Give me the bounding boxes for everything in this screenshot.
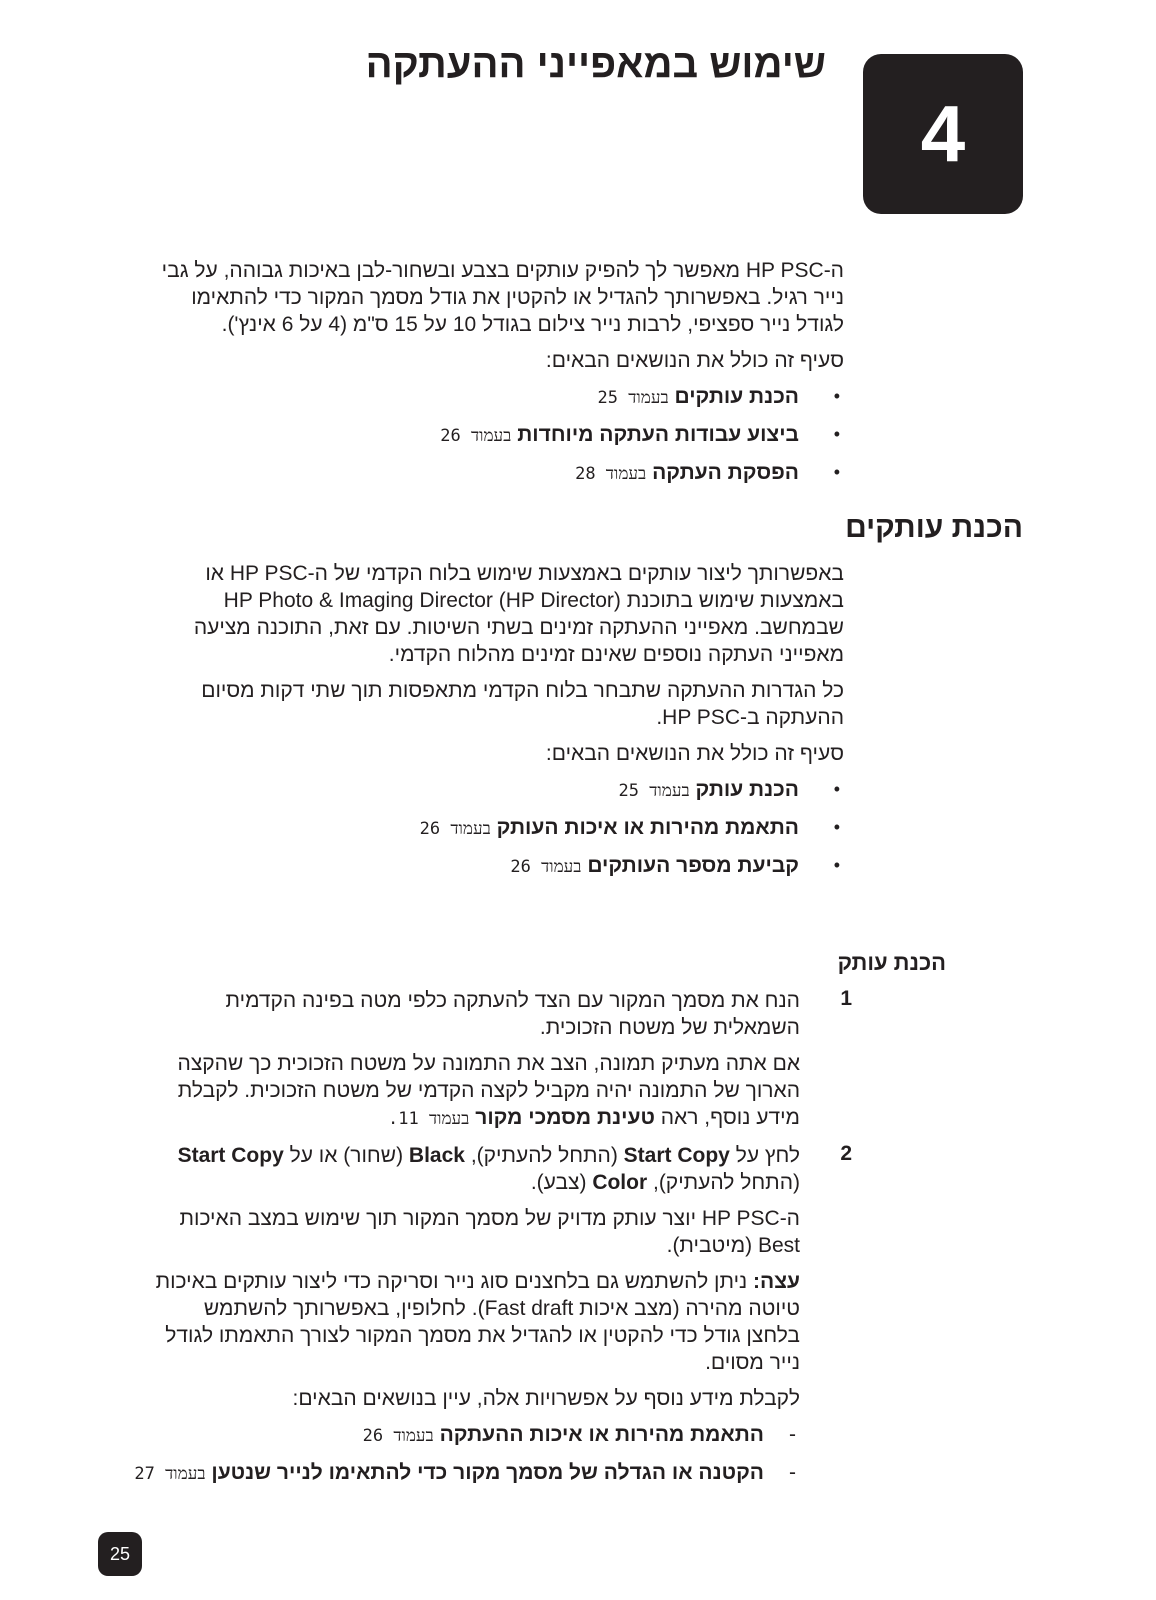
step-2-text: (התחל להעתיק), — [470, 1144, 618, 1167]
more-info-item — [100, 1459, 800, 1488]
section-heading-block — [423, 511, 1023, 545]
step-1 — [100, 987, 852, 1133]
topic-ref: בעמוד 27 — [134, 1464, 206, 1484]
start-copy-black-label: Start Copy — [623, 1144, 730, 1167]
page-title: שימוש במאפייני ההעתקה — [365, 42, 826, 86]
topic-ref: בעמוד 25 — [597, 388, 669, 408]
topic-link[interactable]: הכנת עותקים — [674, 385, 799, 408]
tip-line: בלחצן גודל כדי להקטין או להגדיל את מסמך המקור לצורך התאמתו לגודל — [165, 1324, 800, 1347]
chapter-number-badge — [863, 54, 1023, 214]
intro-topics-lead: סעיף זה כולל את הנושאים הבאים: — [545, 349, 844, 372]
intro-topic-item — [84, 459, 844, 488]
page-number: 25 — [109, 1543, 131, 1564]
subsection-title: הכנת עותק — [837, 950, 946, 975]
step-2-text: (צבע). — [530, 1171, 587, 1194]
more-info-lead: לקבלת מידע נוסף על אפשרויות אלה, עיין בנושאים הבאים: — [292, 1387, 800, 1410]
chapter-number: 4 — [920, 89, 966, 178]
step-number: 2 — [840, 1142, 852, 1165]
section-topic-item — [124, 852, 844, 881]
step-2-result-line: Best (מיטבית). — [666, 1234, 800, 1257]
topic-link[interactable]: קביעת מספר העותקים — [587, 854, 799, 877]
section-p1-line: באפשרותך ליצור עותקים באמצעות שימוש בלוח הקדמי של ה-HP PSC או — [205, 562, 844, 585]
section-topic-item — [124, 776, 844, 805]
tip-line — [100, 1268, 800, 1295]
step-1-note-line: אם אתה מעתיק תמונה, הצב את התמונה על משטח הזכוכית כך שהקצה — [177, 1052, 800, 1075]
topic-link[interactable]: ביצוע עבודות העתקה מיוחדות — [517, 423, 799, 446]
step-2-text: (התחל להעתיק), — [652, 1171, 800, 1194]
step-1-line: הנח את מסמך המקור עם הצד להעתקה כלפי מטה בפינה הקדמית — [225, 989, 800, 1012]
section-topic-item — [124, 814, 844, 843]
step-2 — [100, 1142, 852, 1488]
topic-ref: בעמוד 28 — [575, 464, 647, 484]
section-p2-line: כל הגדרות ההעתקה שתבחר בלוח הקדמי מתאפסות תוך שתי דקות מסיום — [201, 679, 844, 702]
start-copy-color-label: Start Copy — [177, 1144, 284, 1167]
section-topics-lead: סעיף זה כולל את הנושאים הבאים: — [545, 742, 844, 765]
note-prefix: מידע נוסף, ראה — [660, 1106, 800, 1129]
step-1-line: השמאלית של משטח הזכוכית. — [539, 1016, 800, 1039]
topic-ref: בעמוד 26 — [419, 819, 491, 839]
section-title: הכנת עותקים — [845, 511, 1023, 544]
intro-line: לגודל נייר ספציפי, לרבות נייר צילום בגודל 10 על 15 ס"מ (4 על 6 אינץ'). — [221, 313, 844, 336]
section-p1-line: מאפייני העתקה נוספים שאינם זמינים מהלוח הקדמי. — [388, 643, 844, 666]
topic-ref: בעמוד 26 — [362, 1426, 434, 1446]
section-p1-line: שבמחשב. מאפייני ההעתקה זמינים בשתי השיטות. עם זאת, התוכנה מציעה — [193, 616, 844, 639]
color-label: Color — [592, 1171, 648, 1194]
topic-ref: בעמוד 25 — [618, 781, 690, 801]
topic-ref: בעמוד 26 — [510, 857, 582, 877]
note-link[interactable]: טעינת מסמכי מקור — [475, 1106, 655, 1129]
intro-line: ה-HP PSC מאפשר לך להפיק עותקים בצבע ובשחור-לבן באיכות גבוהה, על גבי — [161, 259, 844, 282]
steps-block — [100, 987, 852, 1488]
step-1-note-ref-line — [100, 1104, 800, 1133]
subsection-heading-block — [446, 950, 946, 976]
intro-topic-item — [84, 421, 844, 450]
tip-label: עצה: — [753, 1270, 800, 1293]
topic-link[interactable]: התאמת מהירות או איכות העותק — [496, 816, 799, 839]
more-info-item — [100, 1421, 800, 1450]
section-body — [124, 560, 844, 881]
step-number: 1 — [840, 987, 852, 1010]
topic-link[interactable]: הפסקת העתקה — [652, 461, 799, 484]
intro-line: נייר רגיל. באפשרותך להגדיל או להקטין את גודל מסמך המקור כדי להתאימו — [191, 286, 844, 309]
section-p1-line: באמצעות שימוש בתוכנת HP Photo & Imaging Director (HP Director) — [223, 589, 844, 612]
step-2-line — [100, 1169, 800, 1196]
topic-link[interactable]: הקטנה או הגדלה של מסמך מקור כדי להתאימו לנייר שנטען — [211, 1461, 764, 1484]
tip-line: טיוטה מהירה (מצב איכות Fast draft). לחלופין, באפשרותך להשתמש — [203, 1297, 800, 1320]
step-1-note-line: הארוך של התמונה יהיה מקביל לקצה הקדמי של משטח הזכוכית. לקבלת — [177, 1079, 800, 1102]
note-ref: בעמוד 11. — [387, 1109, 470, 1129]
step-2-result-line: ה-HP PSC יוצר עותק מדויק של מסמך המקור תוך שימוש במצב האיכות — [179, 1207, 800, 1230]
section-p2-line: ההעתקה ב-HP PSC. — [656, 706, 844, 729]
topic-ref: בעמוד 26 — [440, 426, 512, 446]
step-2-line — [100, 1142, 800, 1169]
intro-topic-item — [84, 383, 844, 412]
step-2-text: לחץ על — [735, 1144, 800, 1167]
topic-link[interactable]: התאמת מהירות או איכות ההעתקה — [439, 1423, 764, 1446]
tip-text: ניתן להשתמש גם בלחצנים סוג נייר וסריקה כדי ליצור עותקים באיכות — [155, 1270, 748, 1293]
black-label: Black — [408, 1144, 465, 1167]
page-number-badge — [98, 1532, 142, 1576]
step-2-text: (שחור) או על — [289, 1144, 404, 1167]
tip-line: נייר מסוים. — [705, 1351, 800, 1374]
intro-block — [84, 257, 844, 488]
topic-link[interactable]: הכנת עותק — [695, 778, 799, 801]
